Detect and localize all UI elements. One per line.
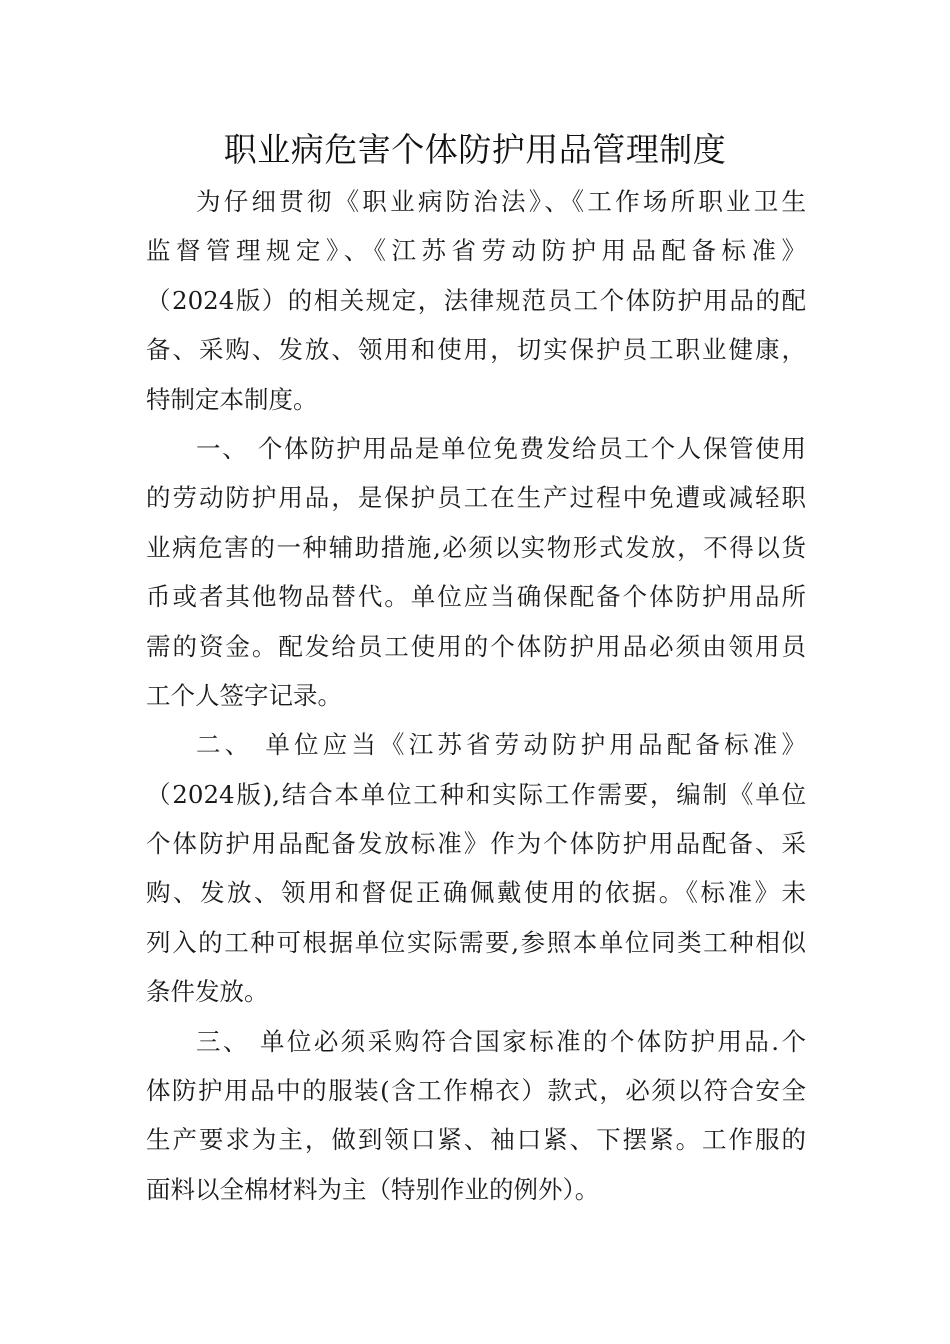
text-line: 的劳动防护用品，是保护员工在生产过程中免遭或减轻职	[146, 483, 806, 513]
text-line: 购、发放、领用和督促正确佩戴使用的依据。《标准》未	[146, 878, 806, 908]
text-line: 条件发放。	[146, 977, 269, 1007]
text-line: 三、 单位必须采购符合国家标准的个体防护用品.个	[196, 1026, 806, 1056]
paragraph-intro	[146, 177, 806, 424]
text-line: 业病危害的一种辅助措施,必须以实物形式发放，不得以货	[146, 532, 806, 562]
text-line: （2024版）的相关规定，法律规范员工个体防护用品的配	[146, 285, 806, 315]
text-line: 二、 单位应当《江苏省劳动防护用品配备标准》	[196, 730, 806, 760]
text-line: 为仔细贯彻《职业病防治法》、《工作场所职业卫生	[196, 187, 806, 216]
document-body	[146, 177, 806, 1214]
text-line: 需的资金。配发给员工使用的个体防护用品必须由领用员	[146, 631, 806, 661]
text-line: 一、 个体防护用品是单位免费发给员工个人保管使用	[196, 433, 806, 463]
text-line: 监督管理规定》、《江苏省劳动防护用品配备标准》	[146, 236, 806, 266]
document-title: 职业病危害个体防护用品管理制度	[223, 130, 727, 169]
text-line: 币或者其他物品替代。单位应当确保配备个体防护用品所	[146, 582, 806, 612]
paragraph-item-3	[146, 1017, 806, 1215]
text-line: 个体防护用品配备发放标准》作为个体防护用品配备、采	[146, 829, 806, 859]
text-line: （2024版),结合本单位工种和实际工作需要，编制《单位	[146, 779, 806, 809]
text-line: 列入的工种可根据单位实际需要,参照本单位同类工种相似	[146, 927, 806, 957]
text-line: 面料以全棉材料为主（特别作业的例外）。	[146, 1174, 600, 1204]
paragraph-item-1	[146, 424, 806, 720]
text-line: 备、采购、发放、领用和使用，切实保护员工职业健康，	[146, 335, 806, 365]
text-line: 生产要求为主，做到领口紧、袖口紧、下摆紧。工作服的	[146, 1125, 806, 1155]
paragraph-item-2	[146, 720, 806, 1016]
text-line: 体防护用品中的服装(含工作棉衣）款式，必须以符合安全	[146, 1076, 806, 1106]
text-line: 特制定本制度。	[146, 384, 318, 414]
text-line: 工个人签字记录。	[146, 680, 342, 710]
